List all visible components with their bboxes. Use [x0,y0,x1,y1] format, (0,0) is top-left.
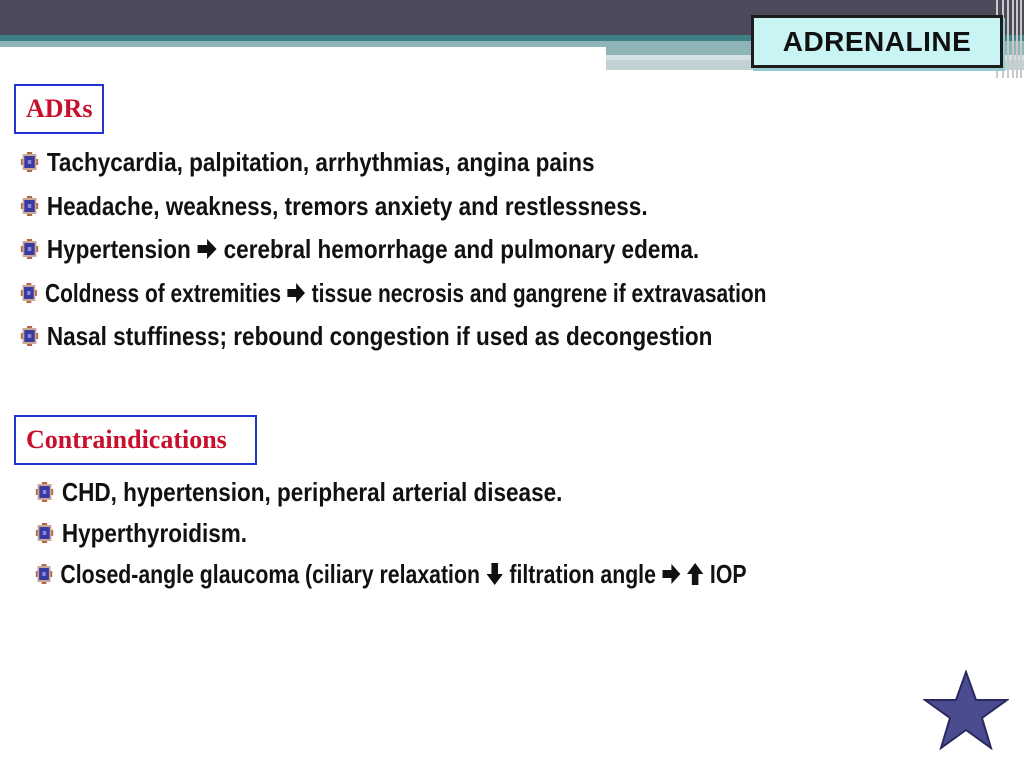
3d-bullet-icon [35,481,54,503]
down-arrow-icon [486,563,502,585]
list-item [20,275,766,311]
list-item-text: Tachycardia, palpitation, arrhythmias, angina pains [46,146,595,177]
list-item-text: tissue necrosis and gangrene if extravasation [311,277,767,308]
right-arrow-icon [198,239,217,259]
3d-bullet-icon [35,563,53,585]
list-item [35,515,247,551]
list-item-text: Hyperthyroidism. [61,517,248,548]
list-item-text: CHD, hypertension, peripheral arterial disease. [61,476,563,507]
list-item-text: Headache, weakness, tremors anxiety and restlessness. [46,190,648,221]
list-item [35,474,562,510]
star-icon [923,670,1009,750]
list-item [20,144,594,180]
list-item-text: Closed-angle glaucoma (ciliary relaxation [60,558,480,589]
contraindications-heading: Contraindications [14,415,257,465]
list-item-text: filtration angle [509,558,656,589]
slide-title: ADRENALINE [751,15,1003,68]
list-item-text: Coldness of extremities [44,277,282,308]
list-item [20,231,699,267]
list-item-text: IOP [709,558,747,589]
list-item-text: Hypertension [46,233,191,264]
list-item [20,318,712,354]
right-arrow-icon [662,564,680,584]
list-item-text: Nasal stuffiness; rebound congestion if used as decongestion [46,320,713,351]
3d-bullet-icon [20,151,39,173]
3d-bullet-icon [20,195,39,217]
list-item [20,188,648,224]
3d-bullet-icon [20,325,39,347]
right-arrow-icon [288,283,306,303]
adrs-heading: ADRs [14,84,104,134]
list-item [35,556,747,592]
3d-bullet-icon [35,522,54,544]
3d-bullet-icon [20,282,38,304]
up-arrow-icon [687,563,703,585]
3d-bullet-icon [20,238,39,260]
list-item-text: cerebral hemorrhage and pulmonary edema. [223,233,700,264]
